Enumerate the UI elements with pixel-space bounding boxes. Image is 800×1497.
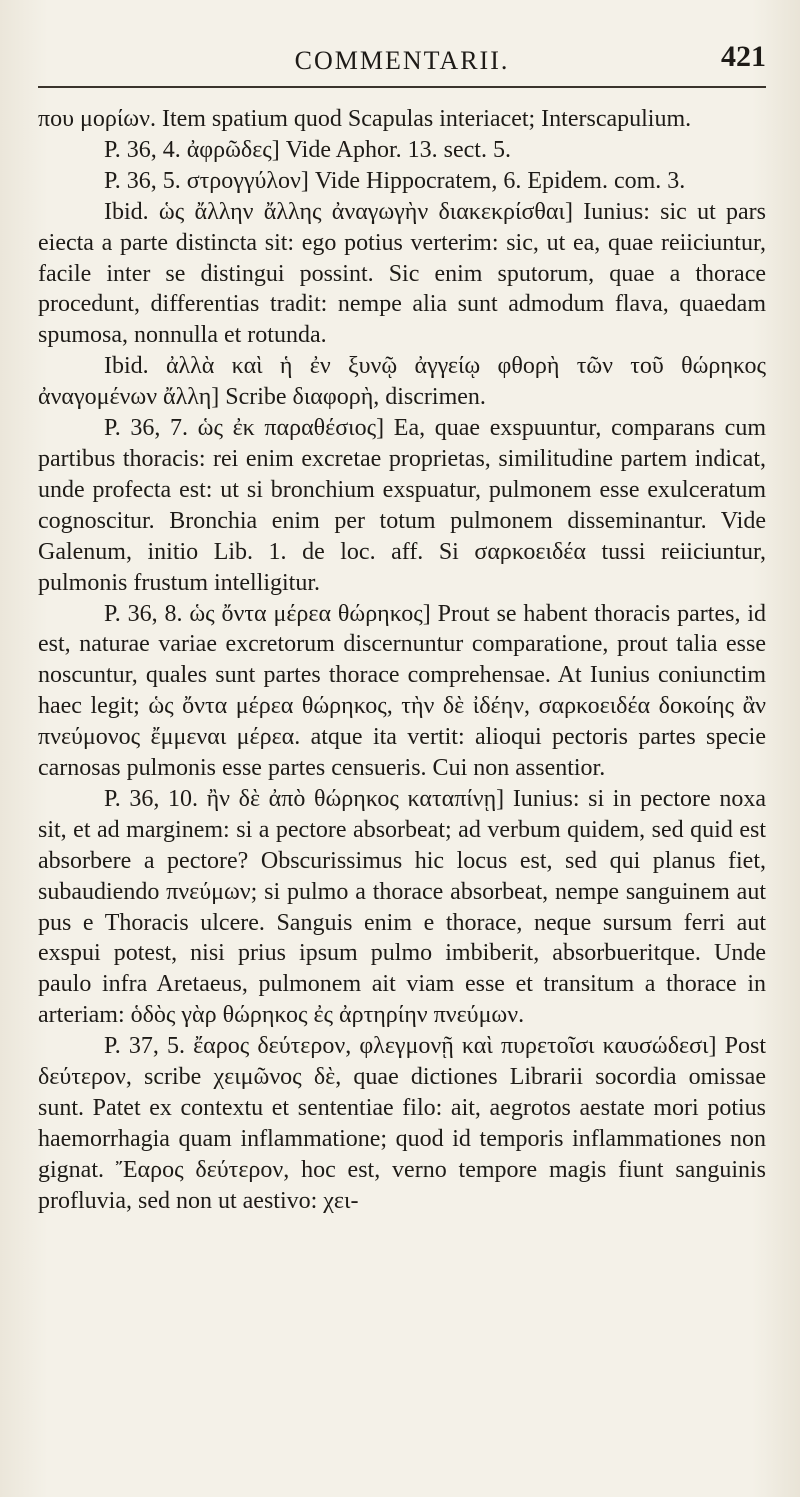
paragraph: P. 36, 5. στρογγύλον] Vide Hippocratem, 6. Epidem. com. 3. bbox=[104, 167, 686, 194]
paragraph: P. 36, 4. ἀφρῶδες] Vide Aphor. 13. sect. 5. bbox=[104, 136, 511, 163]
paragraph: Ibid. ὡς ἄλλην ἄλλης ἀναγωγὴν διακεκρίσθαι] Iunius: sic ut pars eiecta a parte distincta sit: ego potius verterim: sic, ut ea, quae reiiciuntur, facile inter se distingui possint. Sic enim sputorum, quae a thorace procedunt, differentias tradit: nempe alia sunt admodum flava, quaedam spumosa, nonnulla et rotunda. bbox=[38, 198, 766, 349]
commentary-text bbox=[38, 104, 766, 1217]
paragraph: P. 36, 8. ὡς ὄντα μέρεα θώρηκος] Prout se habent thoracis partes, id est, naturae variae excretorum discernuntur comparatione, prout talia esse noscuntur, quales sunt partes thorace comprehensae. At Iunius coniunctim haec legit; ὡς ὄντα μέρεα θώρηκος, τὴν δὲ ἰδέην, σαρκοειδέα δοκοίης ἂν πνεύμονος ἔμμεναι μέρεα. atque ita vertit: alioqui pectoris partes specie carnosas pulmonis esse partes censueris. Cui non assentior. bbox=[38, 600, 766, 782]
page-number: 421 bbox=[721, 40, 766, 73]
paragraph: που μορίων. Item spatium quod Scapulas interiacet; Interscapulium. bbox=[38, 106, 692, 132]
paragraph: P. 37, 5. ἔαρος δεύτερον, φλεγμονῇ καὶ πυρετοῖσι καυσώδεσι] Post δεύτερον, scribe χειμῶνος δὲ, quae dictiones Librarii socordia omissae sunt. Patet ex contextu et sententiae filo: ait, aegrotos aestate mori potius haemorrhagia quam inflammatione; quod id temporis inflammationes non gignat. Ἔαρος δεύτερον, hoc est, verno tempore magis fiunt sanguinis profluvia, sed non ut aestivo: χει- bbox=[38, 1033, 766, 1214]
running-head: COMMENTARII. bbox=[294, 46, 510, 75]
paragraph: P. 36, 10. ἢν δὲ ἀπὸ θώρηκος καταπίνῃ] Iunius: si in pectore noxa sit, et ad marginem: si a pectore absorbeat; ad verbum quidem, sed quid est absorbere a pectore? Obscurissimus hic locus est, sed qui planus fiet, subaudiendo πνεύμων; si pulmo a thorace absorbeat, nempe sanguinem aut pus e Thoracis ulcere. Sanguis enim e thorace, neque sursum ferri aut exspui potest, nisi prius ipsum pulmo imbiberit, absorbueritque. Unde paulo infra Aretaeus, pulmonem ait viam esse et transitum a thorace in arteriam: ὁδὸς γὰρ θώρηκος ἐς ἀρτηρίην πνεύμων. bbox=[38, 785, 766, 1029]
page-header bbox=[38, 36, 766, 88]
paragraph: Ibid. ἀλλὰ καὶ ἡ ἐν ξυνῷ ἀγγείῳ φθορὴ τῶν τοῦ θώρηκος ἀναγομένων ἄλλη] Scribe διαφορὴ, discrimen. bbox=[38, 353, 766, 411]
paragraph: P. 36, 7. ὡς ἐκ παραθέσιος] Ea, quae exspuuntur, comparans cum partibus thoracis: rei enim excretae proprietas, similitudine partem indicat, unde profecta est: ut si bronchium exspuatur, pulmonem esse exulceratum cognoscitur. Bronchia enim per totum pulmonem disseminantur. Vide Galenum, initio Lib. 1. de loc. aff. Si σαρκοειδέα tussi reiiciuntur, pulmonis frustum intelligitur. bbox=[38, 415, 766, 596]
